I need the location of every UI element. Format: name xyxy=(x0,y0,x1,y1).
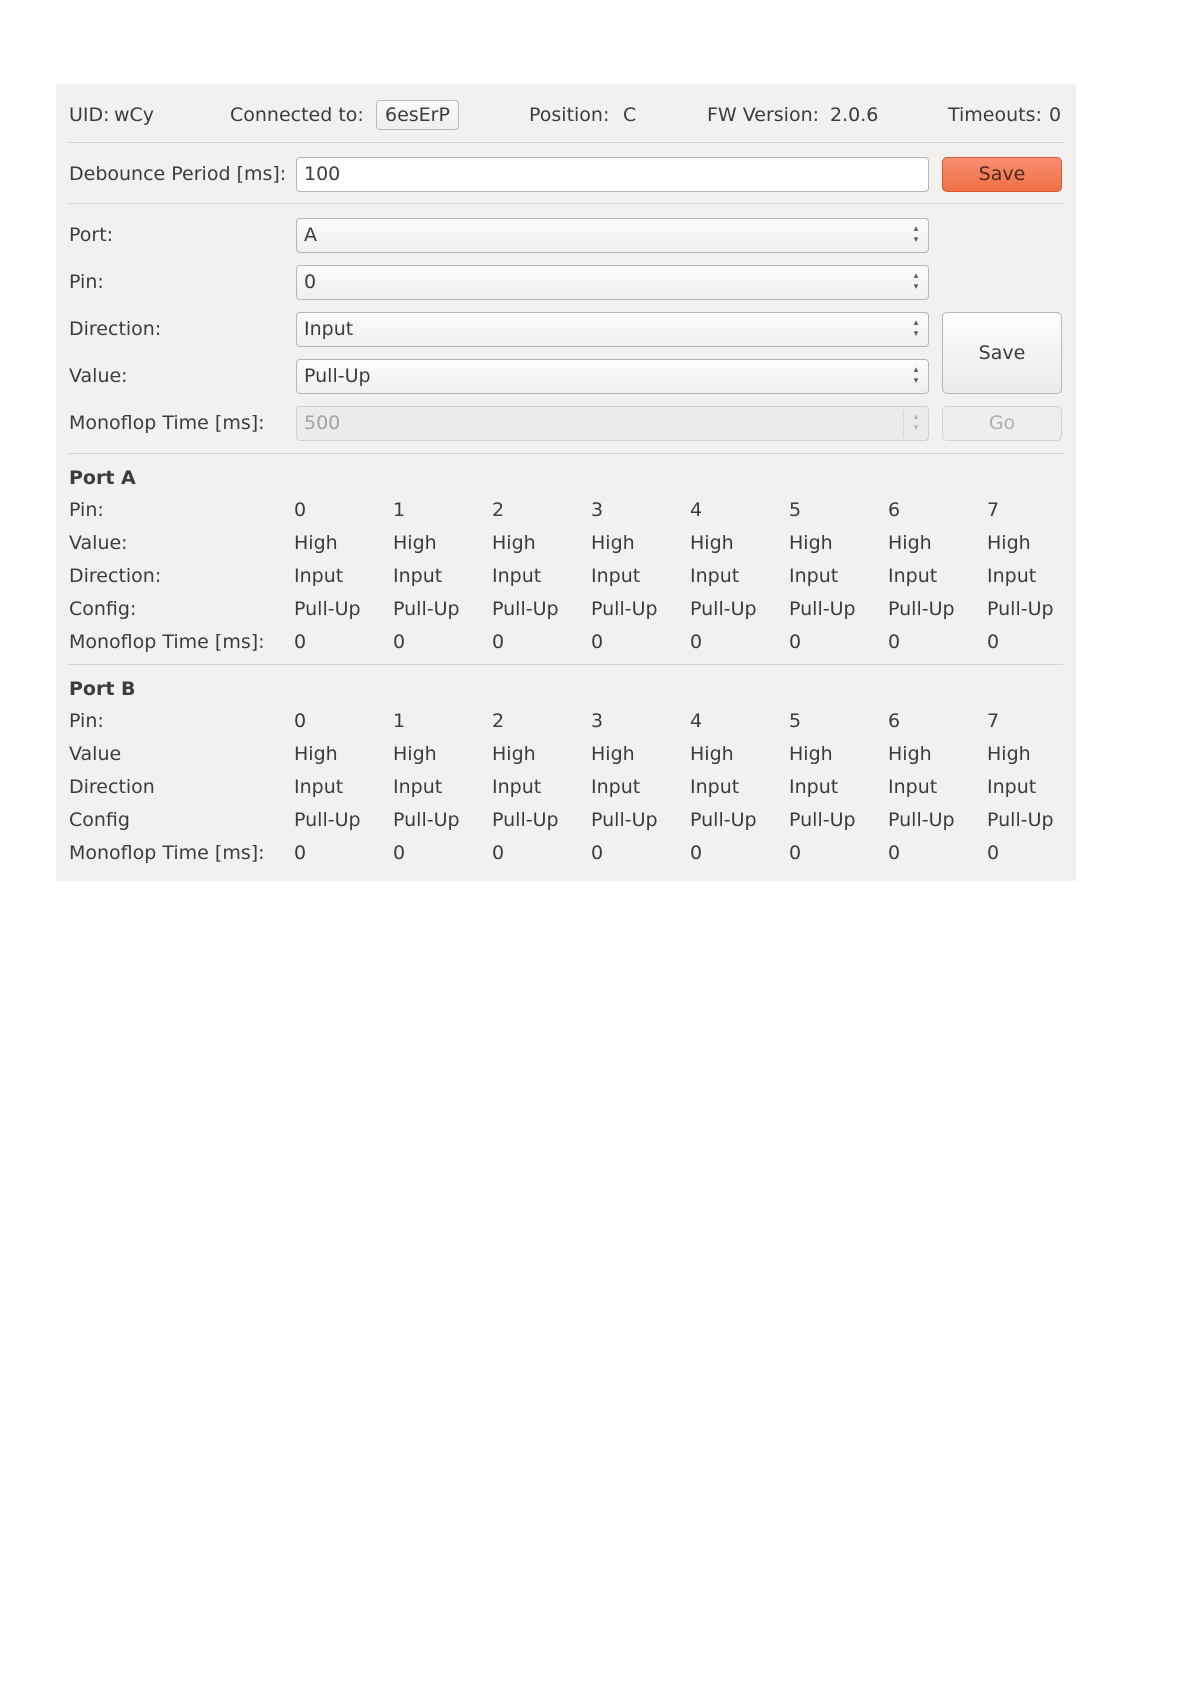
port-a-pin-0-direction: Input xyxy=(294,565,344,587)
port-a-pin-7-config: Pull-Up xyxy=(987,598,1054,620)
port-b-row-label-direction: Direction xyxy=(69,776,155,798)
port-a-row-label-direction: Direction: xyxy=(69,565,162,587)
port-b-pin-0-direction: Input xyxy=(294,776,344,798)
direction-select[interactable] xyxy=(296,312,929,347)
value-select[interactable] xyxy=(296,359,929,394)
port-b-pin-3-direction: Input xyxy=(591,776,641,798)
port-a-pin-4-value: High xyxy=(690,532,734,554)
monoflop-label: Monoflop Time [ms]: xyxy=(69,412,265,434)
pin-select-value: 0 xyxy=(304,271,317,293)
port-a-pin-4-pin: 4 xyxy=(690,499,703,521)
port-a-pin-7-pin: 7 xyxy=(987,499,1000,521)
port-a-pin-5-config: Pull-Up xyxy=(789,598,856,620)
port-b-pin-1-config: Pull-Up xyxy=(393,809,460,831)
port-b-title: Port B xyxy=(69,678,136,700)
pin-label: Pin: xyxy=(69,271,104,293)
port-a-pin-0-pin: 0 xyxy=(294,499,307,521)
port-a-pin-5-direction: Input xyxy=(789,565,839,587)
port-a-pin-6-value: High xyxy=(888,532,932,554)
port-b-pin-3-pin: 3 xyxy=(591,710,604,732)
separator xyxy=(69,453,1063,454)
connected-uid-button[interactable]: 6esErP xyxy=(376,100,459,130)
port-a-pin-7-monoflop: 0 xyxy=(987,631,1000,653)
value-select-value: Pull-Up xyxy=(304,365,371,387)
port-b-pin-4-config: Pull-Up xyxy=(690,809,757,831)
port-a-row-label-monoflop: Monoflop Time [ms]: xyxy=(69,631,265,653)
port-b-pin-0-config: Pull-Up xyxy=(294,809,361,831)
spin-arrows-icon: ▴ ▾ xyxy=(913,271,919,292)
port-select[interactable] xyxy=(296,218,929,253)
port-b-pin-6-config: Pull-Up xyxy=(888,809,955,831)
port-b-pin-5-pin: 5 xyxy=(789,710,802,732)
port-a-pin-2-pin: 2 xyxy=(492,499,505,521)
port-b-row-label-pin: Pin: xyxy=(69,710,104,732)
port-b-pin-4-monoflop: 0 xyxy=(690,842,703,864)
pin-select[interactable] xyxy=(296,265,929,300)
port-a-pin-3-pin: 3 xyxy=(591,499,604,521)
monoflop-spinbox xyxy=(296,406,929,441)
port-a-title: Port A xyxy=(69,467,136,489)
monoflop-go-button: Go xyxy=(942,406,1062,441)
port-b-pin-2-value: High xyxy=(492,743,536,765)
port-a-pin-7-direction: Input xyxy=(987,565,1037,587)
port-b-pin-5-direction: Input xyxy=(789,776,839,798)
spin-arrows-icon: ▴ ▾ xyxy=(913,412,919,433)
port-b-pin-7-direction: Input xyxy=(987,776,1037,798)
port-a-pin-6-config: Pull-Up xyxy=(888,598,955,620)
uid-label: UID: xyxy=(69,104,110,126)
port-a-pin-1-monoflop: 0 xyxy=(393,631,406,653)
port-b-pin-7-pin: 7 xyxy=(987,710,1000,732)
port-a-pin-3-direction: Input xyxy=(591,565,641,587)
spinbox-divider xyxy=(903,410,904,438)
port-b-pin-7-monoflop: 0 xyxy=(987,842,1000,864)
port-a-row-label-config: Config: xyxy=(69,598,137,620)
port-a-pin-0-config: Pull-Up xyxy=(294,598,361,620)
port-b-pin-3-monoflop: 0 xyxy=(591,842,604,864)
debounce-input[interactable]: 100 xyxy=(296,157,929,192)
uid-value: wCy xyxy=(114,104,155,126)
fw-version-value: 2.0.6 xyxy=(830,104,879,126)
port-label: Port: xyxy=(69,224,114,246)
config-save-button[interactable]: Save xyxy=(942,312,1062,394)
port-b-pin-3-value: High xyxy=(591,743,635,765)
port-b-pin-5-value: High xyxy=(789,743,833,765)
port-b-pin-1-pin: 1 xyxy=(393,710,406,732)
port-b-row-label-monoflop: Monoflop Time [ms]: xyxy=(69,842,265,864)
port-b-pin-7-config: Pull-Up xyxy=(987,809,1054,831)
port-b-pin-1-monoflop: 0 xyxy=(393,842,406,864)
port-b-pin-0-pin: 0 xyxy=(294,710,307,732)
port-a-pin-5-monoflop: 0 xyxy=(789,631,802,653)
port-a-pin-7-value: High xyxy=(987,532,1031,554)
port-a-pin-0-value: High xyxy=(294,532,338,554)
port-b-pin-5-monoflop: 0 xyxy=(789,842,802,864)
debounce-label: Debounce Period [ms]: xyxy=(69,163,287,185)
port-a-pin-6-direction: Input xyxy=(888,565,938,587)
monoflop-spinbox-value: 500 xyxy=(304,412,341,434)
port-b-pin-6-pin: 6 xyxy=(888,710,901,732)
port-b-pin-2-config: Pull-Up xyxy=(492,809,559,831)
position-label: Position: xyxy=(529,104,610,126)
port-a-pin-1-config: Pull-Up xyxy=(393,598,460,620)
port-a-pin-4-monoflop: 0 xyxy=(690,631,703,653)
port-a-pin-6-monoflop: 0 xyxy=(888,631,901,653)
port-b-row-label-config: Config xyxy=(69,809,130,831)
spin-arrows-icon: ▴ ▾ xyxy=(913,318,919,339)
port-a-pin-4-direction: Input xyxy=(690,565,740,587)
port-select-value: A xyxy=(304,224,317,246)
port-b-pin-7-value: High xyxy=(987,743,1031,765)
port-a-pin-3-value: High xyxy=(591,532,635,554)
fw-version-label: FW Version: xyxy=(707,104,820,126)
port-a-pin-1-value: High xyxy=(393,532,437,554)
port-a-pin-4-config: Pull-Up xyxy=(690,598,757,620)
port-a-pin-0-monoflop: 0 xyxy=(294,631,307,653)
position-value: C xyxy=(623,104,637,126)
port-a-row-label-value: Value: xyxy=(69,532,128,554)
separator xyxy=(69,664,1063,665)
port-b-pin-2-direction: Input xyxy=(492,776,542,798)
port-b-pin-4-value: High xyxy=(690,743,734,765)
port-b-pin-6-monoflop: 0 xyxy=(888,842,901,864)
io16-plugin-panel xyxy=(56,84,1076,881)
port-a-pin-2-direction: Input xyxy=(492,565,542,587)
direction-select-value: Input xyxy=(304,318,354,340)
port-a-pin-2-config: Pull-Up xyxy=(492,598,559,620)
port-b-pin-2-pin: 2 xyxy=(492,710,505,732)
separator xyxy=(69,203,1063,204)
port-a-row-label-pin: Pin: xyxy=(69,499,104,521)
value-label: Value: xyxy=(69,365,128,387)
port-a-pin-1-pin: 1 xyxy=(393,499,406,521)
timeouts-value: 0 xyxy=(1049,104,1062,126)
port-a-pin-1-direction: Input xyxy=(393,565,443,587)
port-a-pin-3-config: Pull-Up xyxy=(591,598,658,620)
port-b-pin-2-monoflop: 0 xyxy=(492,842,505,864)
port-b-pin-3-config: Pull-Up xyxy=(591,809,658,831)
spin-arrows-icon: ▴ ▾ xyxy=(913,224,919,245)
port-a-pin-6-pin: 6 xyxy=(888,499,901,521)
port-b-pin-0-value: High xyxy=(294,743,338,765)
port-b-pin-1-value: High xyxy=(393,743,437,765)
port-b-pin-4-direction: Input xyxy=(690,776,740,798)
port-b-pin-1-direction: Input xyxy=(393,776,443,798)
port-b-pin-0-monoflop: 0 xyxy=(294,842,307,864)
port-b-pin-4-pin: 4 xyxy=(690,710,703,732)
separator xyxy=(69,142,1063,143)
debounce-save-button[interactable]: Save xyxy=(942,157,1062,192)
port-a-pin-2-value: High xyxy=(492,532,536,554)
port-b-pin-6-value: High xyxy=(888,743,932,765)
spin-arrows-icon: ▴ ▾ xyxy=(913,365,919,386)
port-b-pin-5-config: Pull-Up xyxy=(789,809,856,831)
connected-label: Connected to: xyxy=(230,104,364,126)
port-a-pin-2-monoflop: 0 xyxy=(492,631,505,653)
timeouts-label: Timeouts: xyxy=(948,104,1042,126)
port-b-pin-6-direction: Input xyxy=(888,776,938,798)
port-a-pin-3-monoflop: 0 xyxy=(591,631,604,653)
port-b-row-label-value: Value xyxy=(69,743,122,765)
port-a-pin-5-pin: 5 xyxy=(789,499,802,521)
port-a-pin-5-value: High xyxy=(789,532,833,554)
direction-label: Direction: xyxy=(69,318,162,340)
